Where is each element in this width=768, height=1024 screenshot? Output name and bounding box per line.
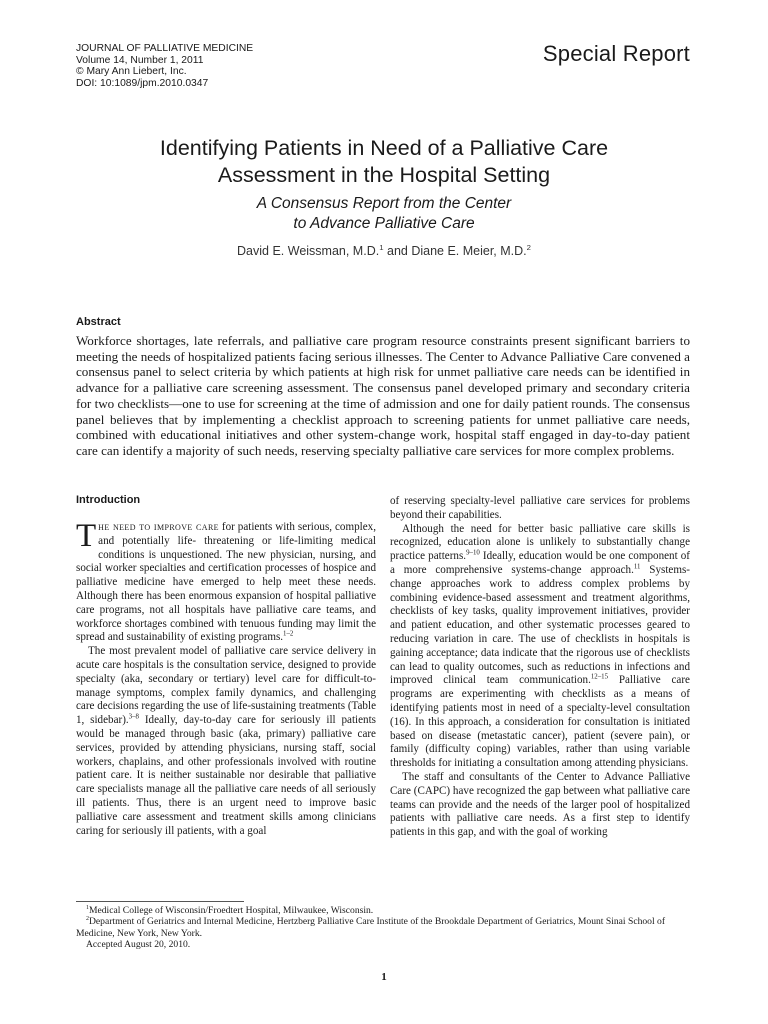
paragraph-3-text-b: Ideally, education would be one component of a more comprehensive systems-change approach. [390, 550, 690, 576]
paragraph-3-text-a: Although the need for better basic palliative care skills is recognized, education alone is unlikely to substantially change practice patterns. [390, 522, 690, 563]
intro-paragraph-2 [76, 645, 376, 838]
intro-paragraph-4: The staff and consultants of the Center to Advance Palliative Care (CAPC) have recognized the gap between what palliative care teams can provide and the needs of the larger pool of hospitalized patients with palliative care needs. As a first step to identify patients in this gap, and with the goal of working [390, 770, 690, 839]
subtitle-line-2: to Advance Palliative Care [293, 215, 475, 232]
journal-info [76, 43, 253, 89]
intro-paragraph-1 [76, 518, 376, 645]
footnote-1-text: Medical College of Wisconsin/Froedtert Hospital, Milwaukee, Wisconsin. [88, 905, 374, 916]
paragraph-1-text: for patients with serious, complex, and potentially life- threatening or life-limiting medical conditions is unquestioned. The new physician, nursing, and social worker specialties and certification processes of hospice and palliative medicine have emerged to help meet these needs. Although there has been enormous expansion of hospital palliative care programs, not all hospitals have palliative care teams, and workforce shortages combined with tenuous funding may limit the spread and sustainability of existing programs. [76, 521, 376, 644]
author-2: Diane E. Meier, M.D. [411, 244, 527, 258]
author-1-affil: 1 [379, 242, 384, 252]
footnote-2-marker: 2 [86, 916, 89, 923]
journal-copyright: © Mary Ann Liebert, Inc. [76, 66, 187, 78]
footnote-1 [76, 905, 690, 916]
author-1: David E. Weissman, M.D. [237, 244, 380, 258]
footnotes [76, 905, 690, 950]
footnote-2-text: Department of Geriatrics and Internal Medicine, Hertzberg Palliative Care Institute of the Brookdale Department of Geriatrics, Mount Sinai School of Medicine, New York, New York. [76, 916, 666, 939]
page-number: 1 [381, 971, 387, 983]
lead-in-smallcaps: he need to improve care [98, 521, 219, 533]
author-2-affil: 2 [526, 242, 531, 252]
body-column-right [390, 495, 690, 840]
section-label: Special Report [542, 41, 690, 66]
abstract-text: Workforce shortages, late referrals, and palliative care program resource constraints present significant barriers to meeting the needs of hospitalized patients facing serious illnesses. The Center to Advance Palliative Care convened a consensus panel to select criteria by which patients at high risk for unmet palliative care needs can be identified in advance for a palliative care screening assessment. The consensus panel developed primary and secondary criteria for two checklists—one to use for screening at the time of admission and one for daily patient rounds. The consensus panel believes that by implementing a checklist approach to screening patients for unmet palliative care needs, combined with educational initiatives and other system-change work, hospital staff engaged in day-to-day patient care can identify a majority of such needs, reserving specialty palliative care services for more complex problems. [76, 333, 690, 458]
citation: 12–15 [590, 673, 609, 681]
paragraph-continuation: of reserving specialty-level palliative care services for problems beyond their capabilities. [390, 495, 690, 521]
title-line-1: Identifying Patients in Need of a Palliative Care [159, 136, 609, 160]
paragraph-3-text-c: Systems-change approaches work to address complex problems by combining evidence-based assessment and treatment algorithms, checklists of key tasks, quality improvement initiatives, provider and patient education, and other systematic processes geared to reducing variation in care. The use of checklists in hospitals is gaining acceptance; data indicate that the rigorous use of checklists can lead to quality outcomes, such as reductions in infections and improved clinical team communication. [390, 563, 690, 687]
citation: 9–10 [466, 549, 480, 557]
subtitle-line-1: A Consensus Report from the Center [256, 195, 512, 212]
citation: 3–8 [128, 713, 139, 721]
citation: 11 [633, 563, 641, 571]
author-line [0, 244, 768, 258]
paragraph-3-text-d: Palliative care programs are experimenting with checklists as a means of identifying patients most in need of a specialty-level consultation (16). In this approach, a consideration for consultation is initiated based on disease (metastatic cancer), patient (severe pain), or family (difficulty coping) variables, rather than using variable thresholds for initiating a consultation among attending physicians. [390, 674, 690, 770]
journal-volume: Volume 14, Number 1, 2011 [76, 54, 204, 66]
intro-paragraph-3 [390, 523, 690, 771]
author-join: and [383, 244, 412, 258]
body-column-left [76, 518, 376, 838]
paragraph-2-text-b: Ideally, day-to-day care for seriously ill patients would be managed through basic (aka, primary) palliative care services, provided by attending physicians, nursing staff, social workers, chaplains, and other professionals involved with routine patient care. It is neither sustainable nor desirable that palliative care specialists manage all the palliative care needs of all seriously ill patients. Thus, there is an urgent need to improve basic palliative care assessment and treatment skills among clinicians caring for seriously ill patients, with a goal [76, 714, 376, 837]
article-subtitle [0, 194, 768, 234]
accepted-date: Accepted August 20, 2010. [86, 938, 191, 950]
citation: 1–2 [283, 630, 294, 638]
abstract-heading: Abstract [76, 316, 121, 328]
title-line-2: Assessment in the Hospital Setting [217, 163, 551, 187]
drop-cap: T [76, 518, 97, 554]
journal-name: JOURNAL OF PALLIATIVE MEDICINE [76, 43, 254, 54]
introduction-heading: Introduction [76, 494, 141, 506]
footnote-1-marker: 1 [86, 904, 89, 911]
footnote-2 [76, 916, 690, 939]
footnote-rule [76, 901, 244, 902]
journal-doi: DOI: 10:1089/jpm.2010.0347 [76, 77, 209, 89]
paragraph-2-text-a: The most prevalent model of palliative care service delivery in acute care hospitals is the consultation service, designed to provide specialty (aka, secondary or tertiary) level care for difficult-to-manage symptoms, complex family dynamics, and challenging care decisions regarding the use of life-sustaining treatments (Table 1, sidebar). [76, 645, 376, 727]
article-title [0, 135, 768, 189]
